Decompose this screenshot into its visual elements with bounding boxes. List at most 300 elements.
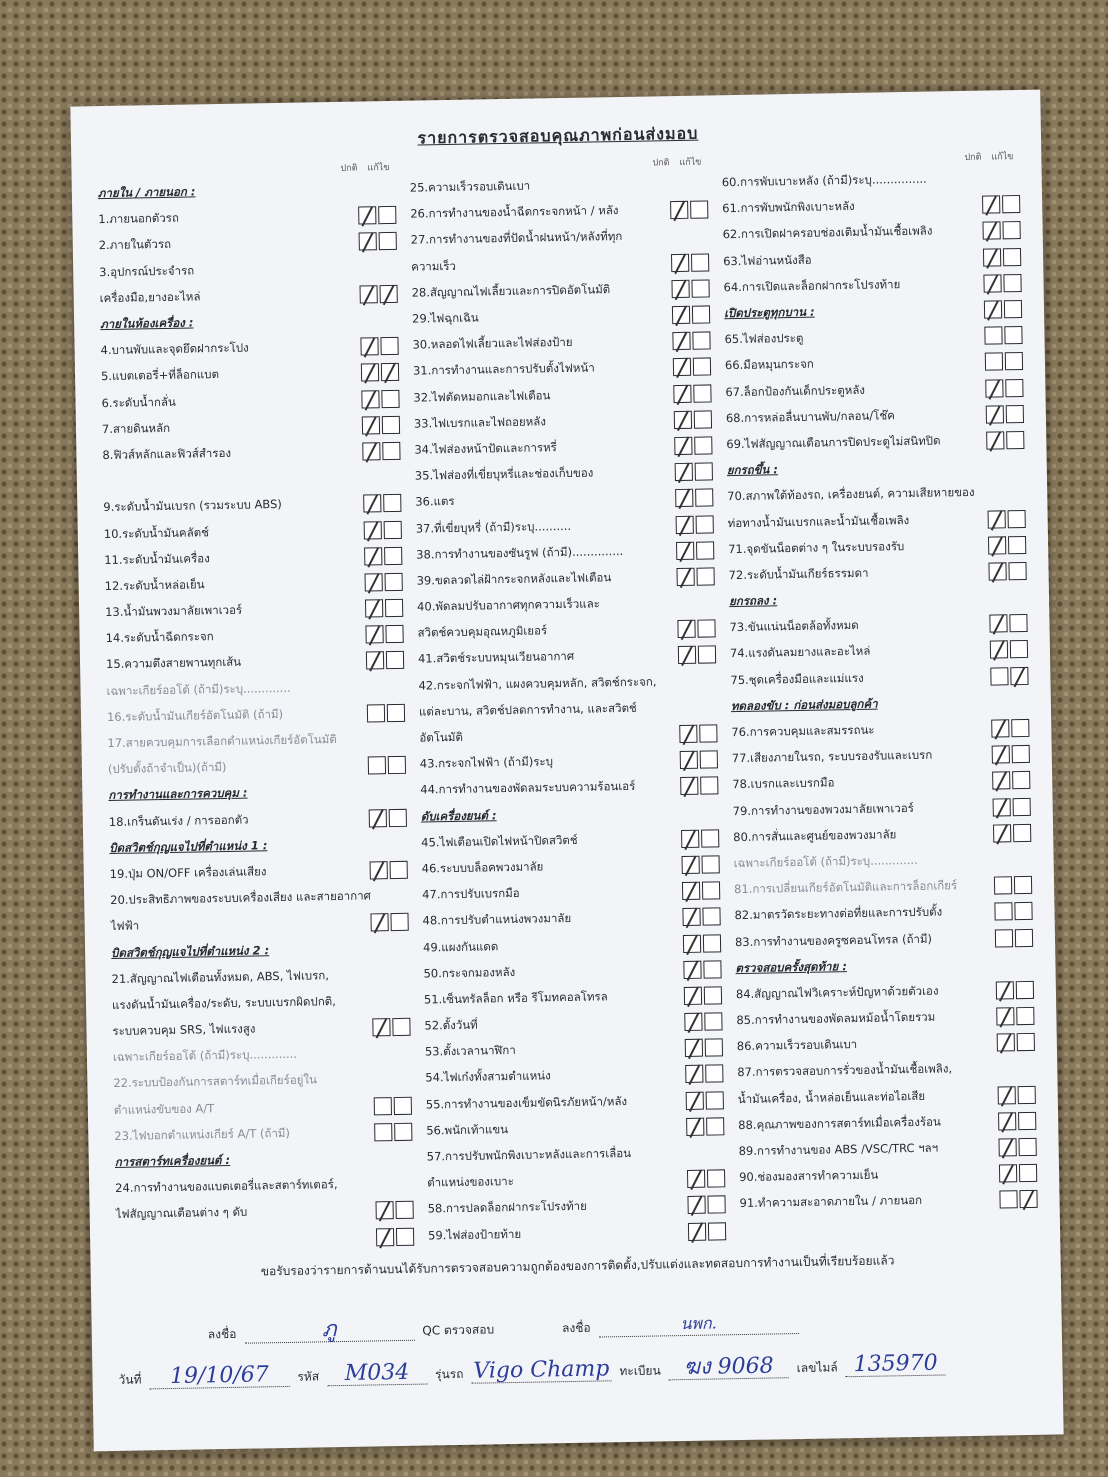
fix-checkbox[interactable]: [700, 751, 718, 769]
normal-checkbox[interactable]: [674, 411, 692, 429]
checkbox-pair: [680, 777, 718, 796]
normal-checkbox[interactable]: [360, 337, 378, 355]
normal-checkbox[interactable]: [993, 798, 1011, 816]
fix-checkbox[interactable]: [382, 442, 400, 460]
fix-checkbox[interactable]: [396, 1227, 414, 1245]
fix-checkbox[interactable]: [695, 463, 713, 481]
normal-checkbox[interactable]: [985, 353, 1003, 371]
item-label: บิดสวิตช์กุญแจไปที่ตำแหน่ง 2 :: [110, 942, 270, 960]
sign-label: ลงชื่อ: [207, 1326, 237, 1342]
checkbox-pair: [674, 436, 712, 455]
item-label: 45.ไฟเตือนเปิดไฟหน้าปิดสวิตช์: [421, 832, 578, 850]
fix-checkbox[interactable]: [702, 908, 720, 926]
normal-checkbox[interactable]: [988, 562, 1006, 580]
form-title: รายการตรวจสอบคุณภาพก่อนส่งมอบ: [417, 123, 699, 148]
normal-checkbox[interactable]: [675, 463, 693, 481]
checkbox-pair: [671, 253, 709, 272]
item-label: 50.กระจกมองหลัง: [423, 964, 516, 981]
fix-checkbox[interactable]: [385, 599, 403, 617]
normal-checkbox[interactable]: [997, 1034, 1015, 1052]
fix-checkbox[interactable]: [1018, 1112, 1036, 1130]
fix-checkbox[interactable]: [1008, 562, 1026, 580]
item-label: 20.ประสิทธิภาพของระบบเครื่องเสียง และสายอากาศ: [110, 888, 372, 908]
fix-checkbox[interactable]: [698, 646, 716, 664]
item-label: 23.ไฟบอกตำแหน่งเกียร์ A/T (ถ้ามี): [114, 1125, 291, 1143]
normal-checkbox[interactable]: [686, 1118, 704, 1136]
fix-checkbox[interactable]: [702, 882, 720, 900]
normal-header: ปกติ: [340, 163, 358, 174]
normal-checkbox[interactable]: [996, 981, 1014, 999]
fix-checkbox[interactable]: [693, 358, 711, 376]
fix-checkbox[interactable]: [1009, 614, 1027, 632]
fix-checkbox[interactable]: [385, 625, 403, 643]
fix-checkbox[interactable]: [390, 861, 408, 879]
fix-checkbox[interactable]: [1013, 798, 1031, 816]
fix-checkbox[interactable]: [697, 620, 715, 638]
fix-checkbox[interactable]: [1014, 876, 1032, 894]
fix-checkbox[interactable]: [1004, 300, 1022, 318]
normal-checkbox[interactable]: [366, 652, 384, 670]
item-label: 36.แตร: [415, 494, 455, 509]
fix-checkbox[interactable]: [1018, 1138, 1036, 1156]
fix-checkbox[interactable]: [388, 756, 406, 774]
normal-checkbox[interactable]: [990, 667, 1008, 685]
fix-checkbox[interactable]: [695, 489, 713, 507]
checkbox-pair: [679, 724, 717, 743]
normal-checkbox[interactable]: [364, 521, 382, 539]
item-label: 86.ความเร็วรอบเดินเบา: [736, 1037, 858, 1054]
checkbox-pair: [990, 640, 1028, 659]
checkbox-pair: [360, 337, 398, 356]
checkbox-pair: [999, 1190, 1037, 1209]
checkbox-pair: [685, 1039, 723, 1058]
fix-checkbox[interactable]: [1012, 745, 1030, 763]
fix-checkbox[interactable]: [1012, 771, 1030, 789]
checkbox-pair: [996, 981, 1034, 1000]
normal-checkbox[interactable]: [673, 358, 691, 376]
fix-checkbox[interactable]: [1003, 274, 1021, 292]
fix-checkbox[interactable]: [382, 416, 400, 434]
normal-checkbox[interactable]: [676, 541, 694, 559]
fix-checkbox[interactable]: [704, 1012, 722, 1030]
fix-checkbox[interactable]: [1008, 509, 1026, 527]
normal-checkbox[interactable]: [992, 745, 1010, 763]
normal-checkbox[interactable]: [672, 332, 690, 350]
fix-checkbox[interactable]: [691, 253, 709, 271]
item-label: 46.ระบบบล็อคพวงมาลัย: [421, 859, 544, 876]
fix-checkbox[interactable]: [1015, 928, 1033, 946]
fix-checkbox[interactable]: [387, 704, 405, 722]
fix-checkbox[interactable]: [705, 1039, 723, 1057]
inspection-form: [70, 90, 1063, 1452]
checkbox-pair: [995, 928, 1033, 947]
checkbox-pair: [678, 646, 716, 665]
fix-checkbox[interactable]: [379, 232, 397, 250]
fix-checkbox[interactable]: [383, 494, 401, 512]
normal-checkbox[interactable]: [995, 929, 1013, 947]
item-label: เฉพาะเกียร์ออโต้ (ถ้ามี)ระบุ.............: [112, 1047, 298, 1065]
fix-checkbox[interactable]: [394, 1123, 412, 1141]
fix-checkbox[interactable]: [690, 201, 708, 219]
normal-checkbox[interactable]: [367, 704, 385, 722]
normal-checkbox[interactable]: [375, 1202, 393, 1220]
normal-checkbox[interactable]: [984, 327, 1002, 345]
normal-checkbox[interactable]: [983, 248, 1001, 266]
item-label: 16.ระดับน้ำมันเกียร์อัตโนมัติ (ถ้ามี): [106, 706, 284, 724]
normal-checkbox[interactable]: [682, 856, 700, 874]
item-label: 43.กระจกไฟฟ้า (ถ้ามี)ระบุ: [419, 754, 554, 771]
date-label: วันที่: [118, 1372, 142, 1387]
checkbox-pair: [684, 1012, 722, 1031]
normal-checkbox[interactable]: [682, 882, 700, 900]
fix-checkbox[interactable]: [384, 520, 402, 538]
fix-checkbox[interactable]: [706, 1117, 724, 1135]
normal-checkbox[interactable]: [361, 364, 379, 382]
checkbox-pair: [362, 442, 400, 461]
item-label: 78.เบรกและเบรกมือ: [732, 775, 835, 792]
item-label: 57.การปรับพนักพิงเบาะหลังและการเลื่อน: [426, 1145, 632, 1164]
item-label: 33.ไฟเบรกและไฟถอยหลัง: [413, 414, 547, 431]
code-label: รหัส: [297, 1369, 320, 1384]
normal-checkbox[interactable]: [988, 510, 1006, 528]
fix-checkbox[interactable]: [703, 960, 721, 978]
normal-checkbox[interactable]: [677, 620, 695, 638]
fix-checkbox[interactable]: [707, 1196, 725, 1214]
item-label: การทำงานและการควบคุม :: [108, 785, 248, 803]
normal-checkbox[interactable]: [672, 306, 690, 324]
normal-header: ปกติ: [652, 158, 670, 169]
fix-checkbox[interactable]: [395, 1201, 413, 1219]
item-label: 81.การเปลี่ยนเกียร์อัตโนมัติและการล็อกเกียร์: [733, 878, 958, 897]
checkbox-pair: [996, 1007, 1034, 1026]
item-label: 91.ทำความสะอาดภายใน / ภายนอก: [739, 1193, 923, 1211]
normal-checkbox[interactable]: [998, 1112, 1016, 1130]
checkbox-pair: [361, 389, 399, 408]
checkbox-pair: [988, 562, 1026, 581]
item-label: 8.ฟิวส์หลักและฟิวส์สำรอง: [102, 445, 232, 463]
item-label: 9.ระดับน้ำมันเบรก (รวมระบบ ABS): [103, 497, 282, 515]
fix-checkbox[interactable]: [1017, 1033, 1035, 1051]
normal-checkbox[interactable]: [374, 1123, 392, 1141]
fix-checkbox[interactable]: [381, 363, 399, 381]
checkbox-pair: [990, 667, 1028, 686]
fix-checkbox[interactable]: [392, 1018, 410, 1036]
item-label: ตำแหน่งขับของ A/T: [113, 1100, 215, 1117]
normal-checkbox[interactable]: [982, 222, 1000, 240]
item-label: (ปรับตั้งถ้าจำเป็น)(ถ้ามี): [107, 760, 227, 777]
fix-checkbox[interactable]: [692, 332, 710, 350]
date-value: 19/10/67: [169, 1361, 269, 1389]
checkbox-pair: [677, 620, 715, 639]
normal-checkbox[interactable]: [678, 646, 696, 664]
normal-checkbox[interactable]: [685, 1065, 703, 1083]
checkbox-pair: [675, 489, 713, 508]
fix-checkbox[interactable]: [706, 1091, 724, 1109]
normal-checkbox[interactable]: [993, 824, 1011, 842]
normal-checkbox[interactable]: [362, 416, 380, 434]
normal-checkbox[interactable]: [680, 777, 698, 795]
checkbox-pair: [998, 1112, 1036, 1131]
normal-checkbox[interactable]: [989, 615, 1007, 633]
normal-checkbox[interactable]: [988, 536, 1006, 554]
fix-checkbox[interactable]: [692, 305, 710, 323]
normal-checkbox[interactable]: [683, 934, 701, 952]
normal-checkbox[interactable]: [990, 641, 1008, 659]
normal-checkbox[interactable]: [360, 285, 378, 303]
normal-checkbox[interactable]: [368, 756, 386, 774]
item-label: 3.อุปกรณ์ประจำรถ: [99, 263, 195, 279]
second-signature: นพก.: [680, 1313, 717, 1333]
normal-checkbox[interactable]: [376, 1228, 394, 1246]
normal-checkbox[interactable]: [999, 1164, 1017, 1182]
fix-checkbox[interactable]: [1002, 221, 1020, 239]
item-label: ตำแหน่งของเบาะ: [427, 1174, 514, 1190]
checkbox-pair: [365, 625, 403, 644]
item-label: 30.หลอดไฟเลี้ยวและไฟส่องป้าย: [412, 335, 573, 352]
fix-header: แก้ไข: [991, 152, 1014, 163]
normal-checkbox[interactable]: [673, 384, 691, 402]
checkbox-pair: [363, 494, 401, 513]
fix-checkbox[interactable]: [701, 829, 719, 847]
normal-checkbox[interactable]: [994, 903, 1012, 921]
fix-checkbox[interactable]: [1010, 640, 1028, 658]
normal-checkbox[interactable]: [992, 772, 1010, 790]
normal-checkbox[interactable]: [984, 300, 1002, 318]
fix-checkbox[interactable]: [703, 934, 721, 952]
item-label: น้ำมันเครื่อง, น้ำหล่อเย็นและท่อไอเสีย: [737, 1088, 926, 1106]
normal-checkbox[interactable]: [675, 489, 693, 507]
normal-checkbox[interactable]: [370, 913, 388, 931]
fix-checkbox[interactable]: [1019, 1190, 1037, 1208]
checklist-column-2: [409, 154, 726, 1249]
normal-checkbox[interactable]: [670, 201, 688, 219]
fix-checkbox[interactable]: [702, 855, 720, 873]
checklist-item: [428, 1218, 726, 1249]
mileage-label: เลขไมล์: [796, 1360, 838, 1375]
fix-checkbox[interactable]: [691, 279, 709, 297]
normal-checkbox[interactable]: [686, 1091, 704, 1109]
normal-checkbox[interactable]: [372, 1018, 390, 1036]
normal-checkbox[interactable]: [683, 960, 701, 978]
fix-checkbox[interactable]: [705, 1065, 723, 1083]
normal-checkbox[interactable]: [998, 1086, 1016, 1104]
normal-checkbox[interactable]: [359, 233, 377, 251]
checkbox-pair: [360, 285, 398, 304]
normal-checkbox[interactable]: [998, 1138, 1016, 1156]
item-label: 73.ขันแน่นน็อตล้อทั้งหมด: [729, 618, 859, 635]
normal-checkbox[interactable]: [999, 1191, 1017, 1209]
checkbox-pair: [676, 515, 714, 534]
checkbox-pair: [672, 305, 710, 324]
normal-checkbox[interactable]: [679, 725, 697, 743]
fix-checkbox[interactable]: [696, 541, 714, 559]
normal-checkbox[interactable]: [983, 274, 1001, 292]
fix-checkbox[interactable]: [694, 410, 712, 428]
normal-checkbox[interactable]: [681, 829, 699, 847]
fix-checkbox[interactable]: [696, 567, 714, 585]
normal-checkbox[interactable]: [687, 1196, 705, 1214]
item-label: 60.การพับเบาะหลัง (ถ้ามี)ระบุ...............: [721, 171, 927, 190]
checkbox-pair: [674, 410, 712, 429]
checkbox-pair: [680, 751, 718, 770]
fix-checkbox[interactable]: [700, 777, 718, 795]
fix-checkbox[interactable]: [1010, 667, 1028, 685]
item-label: 15.ความตึงสายพานทุกเส้น: [105, 655, 242, 672]
checkbox-pair: [998, 1138, 1036, 1157]
item-label: 35.ไฟส่องที่เขี่ยบุหรี่และช่องเก็บของ: [414, 465, 594, 483]
item-label: 19.ปุ่ม ON/OFF เครื่องเล่นเสียง: [109, 864, 267, 881]
fix-checkbox[interactable]: [1006, 431, 1024, 449]
item-label: ระบบควบคุม SRS, ไฟแรงสูง: [112, 1021, 256, 1039]
fix-checkbox[interactable]: [1011, 719, 1029, 737]
checklist-columns: [97, 149, 1038, 1255]
checkbox-pair: [683, 934, 721, 953]
fix-checkbox[interactable]: [1002, 195, 1020, 213]
item-label: 79.การทำงานของพวงมาลัยเพาเวอร์: [732, 800, 914, 818]
normal-checkbox[interactable]: [688, 1222, 706, 1240]
normal-checkbox[interactable]: [676, 515, 694, 533]
fix-checkbox[interactable]: [708, 1222, 726, 1240]
checkbox-pair: [993, 798, 1031, 817]
fix-checkbox[interactable]: [389, 808, 407, 826]
checkbox-pair: [986, 405, 1024, 424]
fix-checkbox[interactable]: [385, 573, 403, 591]
item-label: 80.การสั่นและศูนย์ของพวงมาลัย: [733, 827, 897, 844]
fix-checkbox[interactable]: [1019, 1164, 1037, 1182]
normal-checkbox[interactable]: [687, 1170, 705, 1188]
normal-checkbox[interactable]: [671, 253, 689, 271]
fix-checkbox[interactable]: [394, 1096, 412, 1114]
normal-checkbox[interactable]: [369, 809, 387, 827]
fix-checkbox[interactable]: [1004, 326, 1022, 344]
fix-checkbox[interactable]: [378, 206, 396, 224]
normal-checkbox[interactable]: [991, 719, 1009, 737]
item-label: 47.การปรับเบรกมือ: [422, 886, 520, 902]
fix-checkbox[interactable]: [1008, 536, 1026, 554]
item-label: ความเร็ว: [411, 258, 457, 274]
checkbox-pair: [991, 719, 1029, 738]
item-label: 49.แผงกันแดด: [422, 938, 499, 955]
plate-label: ทะเบียน: [619, 1363, 661, 1378]
fix-checkbox[interactable]: [1016, 981, 1034, 999]
normal-checkbox[interactable]: [684, 987, 702, 1005]
normal-checkbox[interactable]: [676, 568, 694, 586]
normal-checkbox[interactable]: [362, 442, 380, 460]
normal-checkbox[interactable]: [996, 1007, 1014, 1025]
normal-checkbox[interactable]: [682, 908, 700, 926]
item-label: 83.การทำงานของครูซคอนโทรล (ถ้ามี): [734, 931, 933, 949]
checkbox-pair: [673, 358, 711, 377]
item-label: สวิตช์ควบคุมอุณหภูมิเยอร์: [417, 623, 548, 640]
normal-header: ปกติ: [964, 152, 982, 163]
checkbox-pair: [370, 913, 408, 932]
normal-checkbox[interactable]: [358, 207, 376, 225]
checklist-item: [739, 1186, 1037, 1217]
normal-checkbox[interactable]: [671, 280, 689, 298]
fix-checkbox[interactable]: [1013, 824, 1031, 842]
fix-checkbox[interactable]: [384, 547, 402, 565]
normal-checkbox[interactable]: [685, 1039, 703, 1057]
normal-checkbox[interactable]: [365, 625, 383, 643]
checkbox-pair: [372, 1018, 410, 1037]
fix-checkbox[interactable]: [1014, 902, 1032, 920]
item-label: เปิดประตูทุกบาน :: [723, 304, 815, 321]
fix-checkbox[interactable]: [380, 337, 398, 355]
checkbox-pair: [982, 221, 1020, 240]
normal-checkbox[interactable]: [986, 405, 1004, 423]
normal-checkbox[interactable]: [374, 1097, 392, 1115]
item-label: 28.สัญญาณไฟเลี้ยวและการปิดอัตโนมัติ: [411, 282, 611, 300]
item-label: ไฟฟ้า: [110, 918, 140, 934]
normal-checkbox[interactable]: [684, 1013, 702, 1031]
normal-checkbox[interactable]: [985, 379, 1003, 397]
fix-checkbox[interactable]: [1018, 1086, 1036, 1104]
checkbox-pair: [675, 463, 713, 482]
checkbox-pair: [376, 1227, 414, 1246]
normal-checkbox[interactable]: [365, 599, 383, 617]
checkbox-pair: [989, 614, 1027, 633]
fix-checkbox[interactable]: [704, 986, 722, 1004]
checkbox-pair: [681, 829, 719, 848]
checkbox-pair: [364, 520, 402, 539]
normal-checkbox[interactable]: [674, 437, 692, 455]
normal-checkbox[interactable]: [982, 196, 1000, 214]
code-field: [327, 1360, 427, 1386]
fix-checkbox[interactable]: [1005, 352, 1023, 370]
fix-checkbox[interactable]: [707, 1170, 725, 1188]
checkbox-pair: [358, 206, 396, 225]
item-label: ภายในห้องเครื่อง :: [100, 315, 194, 332]
item-label: แต่ละบาน, สวิตช์ปลดการทำงาน, และสวิตช์: [418, 700, 637, 719]
normal-checkbox[interactable]: [363, 495, 381, 513]
fix-checkbox[interactable]: [379, 285, 397, 303]
fix-checkbox[interactable]: [694, 436, 712, 454]
normal-checkbox[interactable]: [994, 876, 1012, 894]
checkbox-pair: [998, 1086, 1036, 1105]
checkbox-pair: [365, 599, 403, 618]
item-label: ทดลองขับ : ก่อนส่งมอบลูกค้า: [730, 696, 878, 713]
checkbox-pair: [985, 352, 1023, 371]
normal-checkbox[interactable]: [370, 861, 388, 879]
fix-checkbox[interactable]: [696, 515, 714, 533]
fix-checkbox[interactable]: [1005, 379, 1023, 397]
item-label: 54.ไฟเก๋งทั้งสามตำแหน่ง: [425, 1068, 551, 1085]
fix-checkbox[interactable]: [699, 724, 717, 742]
model-label: รุ่นรถ: [434, 1366, 464, 1382]
fix-checkbox[interactable]: [1006, 405, 1024, 423]
fix-checkbox[interactable]: [386, 651, 404, 669]
normal-checkbox[interactable]: [361, 390, 379, 408]
item-label: 64.การเปิดและล็อกฝากระโปรงท้าย: [723, 276, 901, 295]
normal-checkbox[interactable]: [364, 547, 382, 565]
checkbox-pair: [362, 416, 400, 435]
normal-checkbox[interactable]: [365, 573, 383, 591]
signature-row: [118, 1306, 1040, 1346]
checkbox-pair: [983, 274, 1021, 293]
fix-checkbox[interactable]: [1016, 1007, 1034, 1025]
fix-checkbox[interactable]: [1003, 248, 1021, 266]
normal-checkbox[interactable]: [986, 431, 1004, 449]
plate-field: [668, 1354, 788, 1380]
checkbox-pair: [683, 960, 721, 979]
item-label: 41.สวิตช์ระบบหมุนเวียนอากาศ: [417, 649, 575, 667]
normal-checkbox[interactable]: [680, 751, 698, 769]
fix-checkbox[interactable]: [390, 913, 408, 931]
fix-checkbox[interactable]: [693, 384, 711, 402]
checkbox-pair: [982, 195, 1020, 214]
item-label: 63.ไฟอ่านหนังสือ: [723, 252, 812, 268]
fix-checkbox[interactable]: [381, 389, 399, 407]
